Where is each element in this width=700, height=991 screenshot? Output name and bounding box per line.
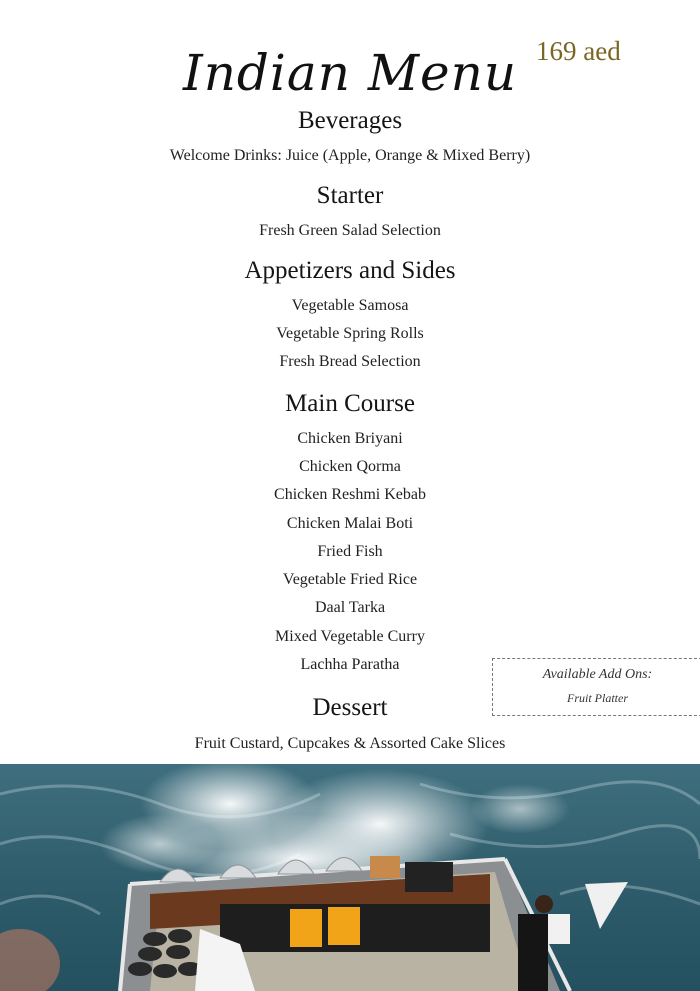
menu-item: Chicken Reshmi Kebab (274, 486, 426, 503)
menu-title: Indian Menu (182, 44, 518, 102)
menu-item: Chicken Malai Boti (286, 515, 414, 532)
menu-item: Lachha Paratha (300, 656, 400, 673)
addons-item: Fruit Platter (567, 691, 628, 705)
menu-item: Vegetable Samosa (291, 297, 409, 314)
section-heading-main-course: Main Course (285, 390, 415, 417)
menu-item: Vegetable Spring Rolls (276, 325, 424, 342)
section-heading-appetizers: Appetizers and Sides (244, 257, 456, 284)
menu-item: Fresh Bread Selection (279, 353, 421, 370)
section-heading-beverages: Beverages (297, 107, 403, 134)
yacht-buffet-photo (0, 764, 700, 991)
menu-item: Mixed Vegetable Curry (275, 628, 425, 645)
menu-item: Vegetable Fried Rice (282, 571, 418, 588)
menu-item: Welcome Drinks: Juice (Apple, Orange & Mixed Berry) (169, 147, 531, 164)
menu-item: Fresh Green Salad Selection (259, 222, 441, 239)
menu-item: Daal Tarka (314, 599, 386, 616)
menu-item: Fruit Custard, Cupcakes & Assorted Cake Slices (194, 735, 506, 752)
menu-item: Fried Fish (317, 543, 383, 560)
section-heading-starter: Starter (316, 182, 384, 209)
menu-item: Chicken Briyani (297, 430, 403, 447)
menu-price: 169 aed (536, 36, 621, 66)
section-heading-dessert: Dessert (312, 694, 388, 721)
menu-item: Chicken Qorma (299, 458, 401, 475)
addons-title: Available Add Ons: (542, 667, 653, 682)
